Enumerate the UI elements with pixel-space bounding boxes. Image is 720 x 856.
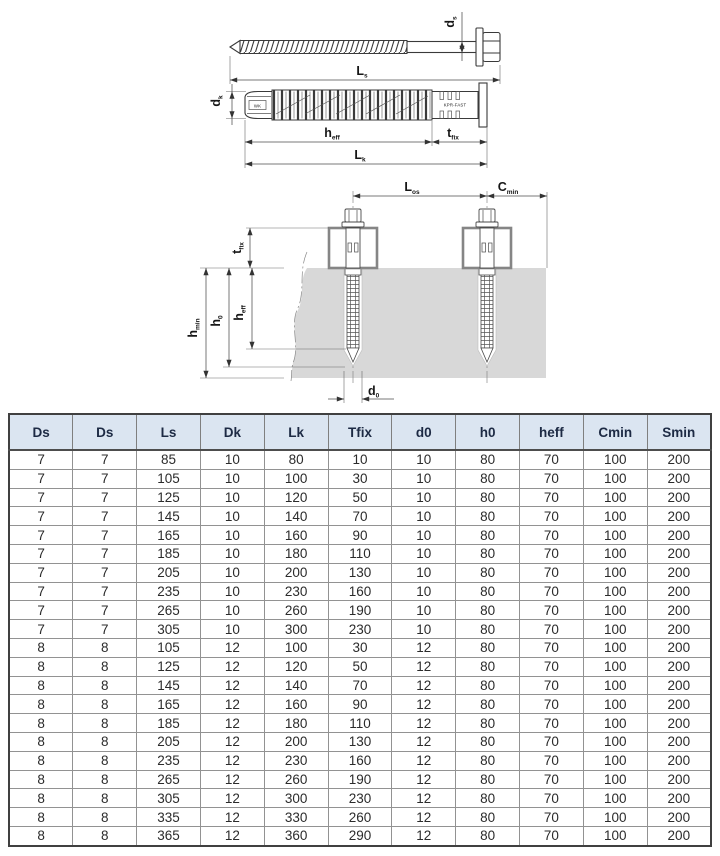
column-header: Cmin <box>583 414 647 450</box>
column-header: h0 <box>456 414 520 450</box>
table-cell: 140 <box>264 507 328 526</box>
table-cell: 100 <box>583 808 647 827</box>
table-cell: 100 <box>583 582 647 601</box>
table-cell: 100 <box>583 450 647 469</box>
table-cell: 12 <box>392 826 456 845</box>
table-row <box>9 770 711 789</box>
table-cell: 70 <box>520 488 584 507</box>
table-cell: 12 <box>392 695 456 714</box>
table-cell: 190 <box>328 770 392 789</box>
table-cell: 360 <box>264 826 328 845</box>
table-cell: 8 <box>73 695 137 714</box>
table-cell: 70 <box>520 695 584 714</box>
table-cell: 7 <box>9 507 73 526</box>
table-cell: 165 <box>137 526 201 545</box>
table-cell: 70 <box>520 808 584 827</box>
table-cell: 205 <box>137 732 201 751</box>
table-cell: 70 <box>520 526 584 545</box>
table-cell: 12 <box>200 826 264 845</box>
table-cell: 200 <box>647 770 711 789</box>
table-cell: 100 <box>583 770 647 789</box>
table-row <box>9 732 711 751</box>
table-cell: 12 <box>200 676 264 695</box>
table-cell: 8 <box>9 676 73 695</box>
table-cell: 70 <box>520 450 584 469</box>
table-row <box>9 676 711 695</box>
table-cell: 10 <box>200 601 264 620</box>
table-cell: 80 <box>456 826 520 845</box>
dim-label-dk: $d_k$ <box>209 95 225 107</box>
sleeve-marking-wk: WK <box>253 103 262 109</box>
table-cell: 80 <box>456 732 520 751</box>
sleeve-side-view <box>209 83 487 168</box>
table-cell: 7 <box>9 601 73 620</box>
table-cell: 140 <box>264 676 328 695</box>
table-cell: 85 <box>137 450 201 469</box>
table-cell: 145 <box>137 507 201 526</box>
table-cell: 230 <box>328 789 392 808</box>
table-cell: 7 <box>9 488 73 507</box>
table-cell: 90 <box>328 695 392 714</box>
table-cell: 12 <box>392 751 456 770</box>
table-cell: 8 <box>73 676 137 695</box>
table-cell: 8 <box>73 826 137 845</box>
table-cell: 200 <box>647 789 711 808</box>
table-cell: 70 <box>328 676 392 695</box>
table-cell: 7 <box>73 544 137 563</box>
table-cell: 7 <box>73 450 137 469</box>
table-cell: 80 <box>456 601 520 620</box>
table-cell: 70 <box>520 582 584 601</box>
table-cell: 70 <box>520 770 584 789</box>
dim-label-hmin: $h_{min}$ <box>186 318 202 338</box>
table-cell: 200 <box>647 507 711 526</box>
table-cell: 230 <box>264 582 328 601</box>
column-header: Dk <box>200 414 264 450</box>
dim-label-heff-install: $h_{eff}$ <box>232 305 248 321</box>
table-cell: 305 <box>137 789 201 808</box>
table-cell: 120 <box>264 657 328 676</box>
dim-label-ls: $L_s$ <box>356 64 368 80</box>
table-cell: 10 <box>392 507 456 526</box>
table-cell: 300 <box>264 789 328 808</box>
table-row <box>9 601 711 620</box>
table-row <box>9 620 711 639</box>
table-cell: 70 <box>520 676 584 695</box>
table-cell: 70 <box>520 507 584 526</box>
table-cell: 70 <box>520 638 584 657</box>
table-cell: 8 <box>73 714 137 733</box>
table-cell: 80 <box>456 695 520 714</box>
table-cell: 100 <box>583 620 647 639</box>
table-row <box>9 507 711 526</box>
column-header: Smin <box>647 414 711 450</box>
technical-drawing <box>0 0 720 412</box>
table-cell: 110 <box>328 714 392 733</box>
table-cell: 200 <box>647 488 711 507</box>
table-cell: 235 <box>137 582 201 601</box>
table-cell: 12 <box>200 789 264 808</box>
table-cell: 70 <box>520 751 584 770</box>
table-cell: 80 <box>456 676 520 695</box>
table-cell: 12 <box>200 657 264 676</box>
table-cell: 335 <box>137 808 201 827</box>
table-cell: 80 <box>264 450 328 469</box>
table-cell: 70 <box>520 544 584 563</box>
table-cell: 8 <box>9 789 73 808</box>
column-header: d0 <box>392 414 456 450</box>
table-cell: 7 <box>73 507 137 526</box>
table-cell: 12 <box>200 714 264 733</box>
table-cell: 7 <box>9 563 73 582</box>
table-cell: 125 <box>137 488 201 507</box>
table-cell: 200 <box>647 450 711 469</box>
table-cell: 100 <box>583 695 647 714</box>
dim-label-h0: $h_0$ <box>209 315 225 327</box>
table-cell: 30 <box>328 638 392 657</box>
table-cell: 10 <box>200 620 264 639</box>
table-cell: 70 <box>520 714 584 733</box>
table-cell: 8 <box>73 732 137 751</box>
table-cell: 300 <box>264 620 328 639</box>
table-cell: 7 <box>73 620 137 639</box>
table-cell: 8 <box>73 638 137 657</box>
table-cell: 10 <box>392 450 456 469</box>
table-cell: 80 <box>456 620 520 639</box>
table-cell: 100 <box>583 657 647 676</box>
dim-label-tfix-install: $t_{fix}$ <box>230 242 246 254</box>
table-cell: 230 <box>328 620 392 639</box>
table-cell: 365 <box>137 826 201 845</box>
table-cell: 12 <box>200 732 264 751</box>
table-cell: 30 <box>328 469 392 488</box>
table-cell: 160 <box>328 751 392 770</box>
table-cell: 10 <box>200 544 264 563</box>
table-cell: 7 <box>73 526 137 545</box>
table-cell: 8 <box>9 732 73 751</box>
screw-side-view <box>230 12 500 84</box>
table-cell: 200 <box>647 751 711 770</box>
table-cell: 100 <box>583 526 647 545</box>
table-cell: 330 <box>264 808 328 827</box>
dim-label-lk: $L_k$ <box>354 148 366 164</box>
table-cell: 80 <box>456 751 520 770</box>
table-cell: 10 <box>392 563 456 582</box>
table-cell: 80 <box>456 657 520 676</box>
table-cell: 12 <box>392 714 456 733</box>
table-cell: 100 <box>264 469 328 488</box>
table-cell: 8 <box>73 751 137 770</box>
table-cell: 7 <box>73 582 137 601</box>
table-cell: 10 <box>200 526 264 545</box>
table-cell: 10 <box>392 601 456 620</box>
table-cell: 7 <box>73 469 137 488</box>
table-cell: 180 <box>264 544 328 563</box>
dim-label-cmin: $C_{min}$ <box>497 180 519 196</box>
table-cell: 12 <box>200 638 264 657</box>
table-cell: 70 <box>520 826 584 845</box>
table-cell: 8 <box>73 657 137 676</box>
table-cell: 160 <box>264 695 328 714</box>
table-cell: 200 <box>647 526 711 545</box>
table-cell: 70 <box>520 732 584 751</box>
table-cell: 10 <box>328 450 392 469</box>
table-row <box>9 582 711 601</box>
table-cell: 8 <box>9 808 73 827</box>
table-cell: 200 <box>647 638 711 657</box>
table-cell: 10 <box>392 620 456 639</box>
table-cell: 200 <box>264 563 328 582</box>
table-cell: 50 <box>328 657 392 676</box>
table-cell: 100 <box>583 488 647 507</box>
table-cell: 7 <box>9 450 73 469</box>
table-cell: 105 <box>137 638 201 657</box>
table-cell: 8 <box>73 808 137 827</box>
table-cell: 100 <box>583 507 647 526</box>
table-cell: 8 <box>9 714 73 733</box>
table-cell: 200 <box>647 544 711 563</box>
table-cell: 12 <box>392 657 456 676</box>
table-cell: 230 <box>264 751 328 770</box>
table-cell: 200 <box>647 620 711 639</box>
table-cell: 200 <box>647 469 711 488</box>
table-cell: 100 <box>583 789 647 808</box>
column-header: Tfix <box>328 414 392 450</box>
table-cell: 12 <box>200 808 264 827</box>
table-cell: 70 <box>328 507 392 526</box>
table-cell: 7 <box>9 582 73 601</box>
table-cell: 120 <box>264 488 328 507</box>
table-cell: 100 <box>583 826 647 845</box>
table-cell: 200 <box>647 714 711 733</box>
column-header: Ds <box>9 414 73 450</box>
table-cell: 265 <box>137 601 201 620</box>
table-cell: 100 <box>264 638 328 657</box>
table-row <box>9 657 711 676</box>
table-row <box>9 808 711 827</box>
table-cell: 100 <box>583 469 647 488</box>
table-cell: 100 <box>583 601 647 620</box>
table-cell: 180 <box>264 714 328 733</box>
table-cell: 8 <box>9 695 73 714</box>
table-cell: 7 <box>9 469 73 488</box>
dim-label-los: $L_{os}$ <box>404 180 420 196</box>
table-cell: 70 <box>520 620 584 639</box>
table-cell: 185 <box>137 714 201 733</box>
table-cell: 200 <box>647 601 711 620</box>
table-row <box>9 544 711 563</box>
table-cell: 8 <box>9 826 73 845</box>
table-cell: 7 <box>9 544 73 563</box>
table-cell: 12 <box>392 638 456 657</box>
table-cell: 80 <box>456 563 520 582</box>
table-cell: 235 <box>137 751 201 770</box>
table-cell: 200 <box>647 676 711 695</box>
dim-label-heff-side: $h_{eff}$ <box>324 126 340 142</box>
table-cell: 10 <box>200 488 264 507</box>
table-cell: 8 <box>73 789 137 808</box>
table-cell: 10 <box>200 582 264 601</box>
sleeve-marking-kprfast: KPR-FAST <box>443 102 467 108</box>
table-cell: 12 <box>392 732 456 751</box>
table-cell: 80 <box>456 488 520 507</box>
table-cell: 80 <box>456 714 520 733</box>
table-cell: 7 <box>9 620 73 639</box>
spec-table <box>8 413 712 847</box>
table-cell: 8 <box>9 751 73 770</box>
table-cell: 80 <box>456 789 520 808</box>
table-row <box>9 789 711 808</box>
table-cell: 90 <box>328 526 392 545</box>
table-cell: 12 <box>200 770 264 789</box>
table-cell: 190 <box>328 601 392 620</box>
table-row <box>9 826 711 845</box>
table-cell: 10 <box>200 469 264 488</box>
table-row <box>9 714 711 733</box>
table-cell: 8 <box>73 770 137 789</box>
table-cell: 80 <box>456 507 520 526</box>
table-cell: 7 <box>73 488 137 507</box>
table-cell: 260 <box>264 601 328 620</box>
table-cell: 7 <box>73 601 137 620</box>
column-header: Ds <box>73 414 137 450</box>
table-cell: 200 <box>647 808 711 827</box>
table-cell: 80 <box>456 544 520 563</box>
table-cell: 100 <box>583 544 647 563</box>
table-cell: 10 <box>392 488 456 507</box>
table-cell: 80 <box>456 526 520 545</box>
table-cell: 70 <box>520 789 584 808</box>
table-cell: 80 <box>456 582 520 601</box>
table-cell: 290 <box>328 826 392 845</box>
table-cell: 70 <box>520 601 584 620</box>
table-row <box>9 695 711 714</box>
table-cell: 105 <box>137 469 201 488</box>
table-cell: 145 <box>137 676 201 695</box>
table-cell: 260 <box>264 770 328 789</box>
table-cell: 70 <box>520 657 584 676</box>
table-row <box>9 526 711 545</box>
table-cell: 10 <box>392 526 456 545</box>
table-cell: 80 <box>456 770 520 789</box>
table-cell: 305 <box>137 620 201 639</box>
table-cell: 110 <box>328 544 392 563</box>
table-header-row <box>9 414 711 450</box>
table-cell: 12 <box>392 789 456 808</box>
table-cell: 200 <box>647 732 711 751</box>
table-cell: 200 <box>647 826 711 845</box>
table-cell: 80 <box>456 469 520 488</box>
table-row <box>9 488 711 507</box>
table-cell: 130 <box>328 563 392 582</box>
table-cell: 7 <box>9 526 73 545</box>
table-row <box>9 469 711 488</box>
table-cell: 10 <box>392 469 456 488</box>
table-cell: 205 <box>137 563 201 582</box>
table-cell: 8 <box>9 638 73 657</box>
table-cell: 50 <box>328 488 392 507</box>
table-row <box>9 638 711 657</box>
table-cell: 12 <box>392 676 456 695</box>
table-cell: 10 <box>392 582 456 601</box>
dim-label-tfix-side: $t_{fix}$ <box>447 126 459 142</box>
table-row <box>9 450 711 469</box>
column-header: Ls <box>137 414 201 450</box>
table-cell: 185 <box>137 544 201 563</box>
table-cell: 80 <box>456 638 520 657</box>
table-cell: 8 <box>9 770 73 789</box>
table-cell: 160 <box>264 526 328 545</box>
table-cell: 80 <box>456 808 520 827</box>
table-cell: 70 <box>520 469 584 488</box>
table-cell: 265 <box>137 770 201 789</box>
table-cell: 200 <box>264 732 328 751</box>
table-cell: 100 <box>583 714 647 733</box>
table-cell: 130 <box>328 732 392 751</box>
dim-label-d0: $d_0$ <box>368 384 380 400</box>
table-cell: 160 <box>328 582 392 601</box>
table-cell: 70 <box>520 563 584 582</box>
table-cell: 7 <box>73 563 137 582</box>
table-cell: 8 <box>9 657 73 676</box>
concrete-slab <box>284 268 546 378</box>
table-cell: 12 <box>392 770 456 789</box>
table-cell: 260 <box>328 808 392 827</box>
table-cell: 100 <box>583 638 647 657</box>
table-cell: 100 <box>583 751 647 770</box>
table-cell: 80 <box>456 450 520 469</box>
table-cell: 100 <box>583 732 647 751</box>
table-cell: 10 <box>200 563 264 582</box>
column-header: Lk <box>264 414 328 450</box>
table-cell: 200 <box>647 563 711 582</box>
table-cell: 12 <box>200 695 264 714</box>
table-cell: 200 <box>647 657 711 676</box>
dim-label-ds: $d_s$ <box>443 16 459 28</box>
table-cell: 12 <box>200 751 264 770</box>
table-cell: 165 <box>137 695 201 714</box>
table-cell: 100 <box>583 676 647 695</box>
table-cell: 100 <box>583 563 647 582</box>
installation-view <box>186 180 547 403</box>
table-cell: 10 <box>200 507 264 526</box>
column-header: heff <box>520 414 584 450</box>
table-cell: 10 <box>200 450 264 469</box>
table-cell: 200 <box>647 695 711 714</box>
table-cell: 10 <box>392 544 456 563</box>
table-cell: 125 <box>137 657 201 676</box>
table-row <box>9 751 711 770</box>
table-cell: 200 <box>647 582 711 601</box>
table-cell: 12 <box>392 808 456 827</box>
table-row <box>9 563 711 582</box>
